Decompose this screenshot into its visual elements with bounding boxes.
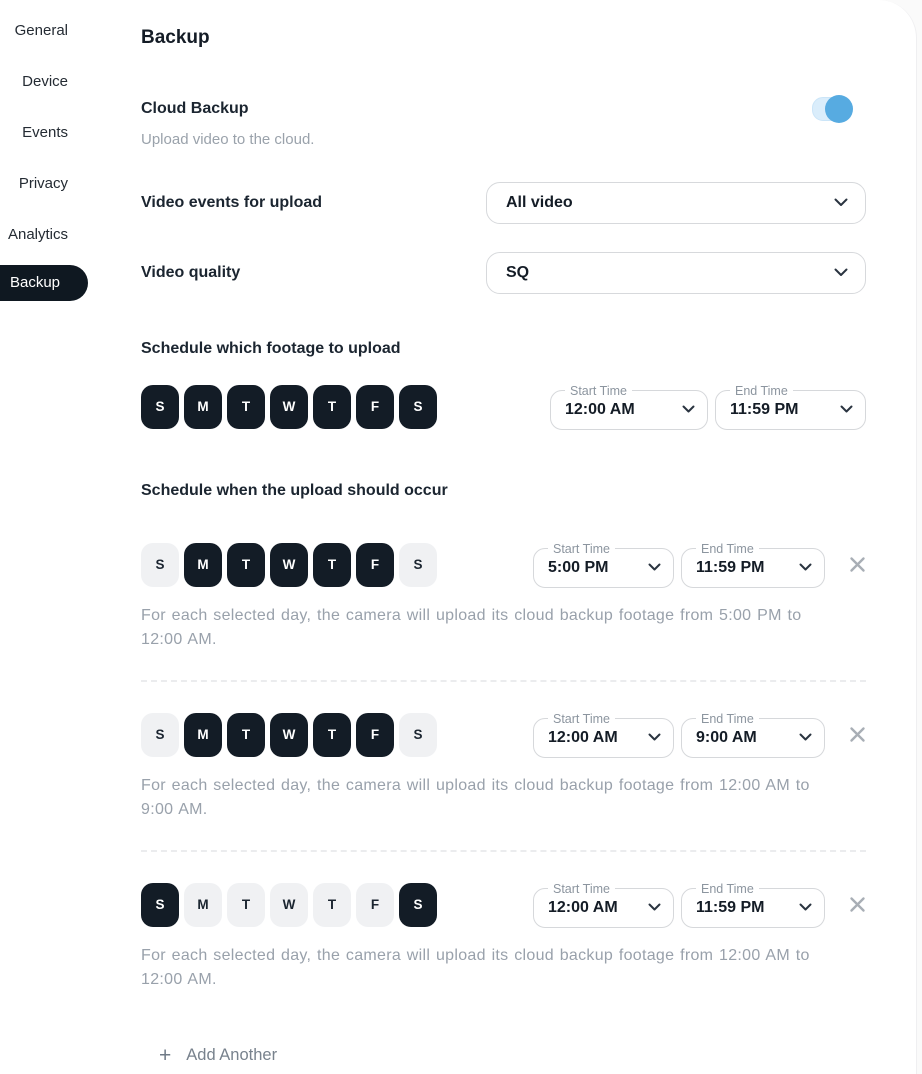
start-time-select[interactable] — [533, 882, 674, 928]
close-icon — [849, 556, 866, 573]
chevron-down-icon — [682, 405, 695, 413]
day-toggle-saturday[interactable]: S — [399, 543, 437, 587]
day-toggle-wednesday[interactable]: W — [270, 713, 308, 757]
time-range — [533, 712, 866, 758]
day-toggle-monday[interactable]: M — [184, 713, 222, 757]
video-quality-row — [141, 252, 866, 294]
start-time-label: Start Time — [570, 383, 627, 398]
chevron-down-icon — [834, 198, 848, 207]
add-another-button[interactable] — [141, 1043, 278, 1067]
time-range — [533, 882, 866, 928]
upload-schedule-item — [141, 542, 866, 652]
day-toggle-tuesday[interactable]: T — [227, 713, 265, 757]
end-time-label: End Time — [701, 881, 754, 896]
close-icon — [849, 726, 866, 743]
add-another-label: Add Another — [186, 1046, 278, 1065]
day-selector — [141, 385, 437, 429]
upload-schedule-item — [141, 712, 866, 822]
chevron-down-icon — [648, 563, 661, 571]
start-time-label: Start Time — [553, 881, 610, 896]
day-toggle-tuesday[interactable]: T — [227, 543, 265, 587]
chevron-down-icon — [834, 268, 848, 277]
day-toggle-sunday[interactable]: S — [141, 543, 179, 587]
day-toggle-wednesday[interactable]: W — [270, 883, 308, 927]
remove-schedule-button[interactable] — [849, 896, 866, 913]
end-time-select[interactable] — [681, 712, 825, 758]
end-time-label: End Time — [701, 711, 754, 726]
chevron-down-icon — [799, 903, 812, 911]
video-events-value: All video — [506, 193, 573, 211]
day-toggle-sunday[interactable]: S — [141, 883, 179, 927]
day-selector — [141, 543, 437, 587]
video-events-row — [141, 182, 866, 224]
day-toggle-monday[interactable]: M — [184, 883, 222, 927]
sidebar-item-analytics[interactable]: Analytics — [7, 226, 68, 243]
video-quality-value: SQ — [506, 263, 530, 281]
day-toggle-wednesday[interactable]: W — [270, 543, 308, 587]
sidebar-item-events[interactable]: Events — [22, 124, 68, 141]
schedule-divider — [141, 680, 866, 682]
start-time-value: 12:00 AM — [565, 400, 635, 418]
day-toggle-saturday[interactable]: S — [399, 883, 437, 927]
end-time-select[interactable] — [715, 384, 866, 430]
day-toggle-monday[interactable]: M — [184, 543, 222, 587]
chevron-down-icon — [648, 733, 661, 741]
start-time-select[interactable] — [533, 712, 674, 758]
time-range — [550, 384, 866, 430]
video-events-select[interactable] — [486, 182, 866, 224]
end-time-select[interactable] — [681, 882, 825, 928]
end-time-value: 11:59 PM — [696, 558, 765, 576]
footage-schedule-heading: Schedule which footage to upload — [141, 339, 401, 357]
upload-schedule-row — [141, 712, 866, 758]
day-toggle-wednesday[interactable]: W — [270, 385, 308, 429]
end-time-value: 9:00 AM — [696, 728, 757, 746]
schedule-description: For each selected day, the camera will upload its cloud backup footage from 12:00 AM to 12:00 AM. — [141, 946, 810, 988]
schedule-description: For each selected day, the camera will upload its cloud backup footage from 12:00 AM to 9:00 AM. — [141, 776, 810, 818]
sidebar-item-privacy[interactable]: Privacy — [18, 175, 68, 192]
end-time-value: 11:59 PM — [730, 400, 799, 418]
day-toggle-friday[interactable]: F — [356, 713, 394, 757]
day-toggle-saturday[interactable]: S — [399, 385, 437, 429]
remove-schedule-button[interactable] — [849, 556, 866, 573]
end-time-select[interactable] — [681, 542, 825, 588]
cloud-backup-description: Upload video to the cloud. — [141, 130, 315, 148]
end-time-label: End Time — [701, 541, 754, 556]
day-toggle-friday[interactable]: F — [356, 883, 394, 927]
upload-schedule-row — [141, 542, 866, 588]
chevron-down-icon — [840, 405, 853, 413]
page-title: Backup — [141, 26, 210, 48]
end-time-value: 11:59 PM — [696, 898, 765, 916]
video-quality-label: Video quality — [141, 263, 241, 281]
day-toggle-thursday[interactable]: T — [313, 385, 351, 429]
close-icon — [849, 896, 866, 913]
schedule-divider — [141, 850, 866, 852]
day-toggle-sunday[interactable]: S — [141, 385, 179, 429]
day-selector — [141, 713, 437, 757]
start-time-label: Start Time — [553, 541, 610, 556]
settings-sidebar — [0, 0, 141, 1074]
sidebar-item-backup-active[interactable]: Backup — [0, 265, 88, 301]
start-time-select[interactable] — [533, 542, 674, 588]
day-toggle-sunday[interactable]: S — [141, 713, 179, 757]
end-time-label: End Time — [735, 383, 788, 398]
time-range — [533, 542, 866, 588]
cloud-backup-row — [141, 97, 866, 121]
video-quality-select[interactable] — [486, 252, 866, 294]
day-toggle-thursday[interactable]: T — [313, 883, 351, 927]
day-selector — [141, 883, 437, 927]
schedule-description: For each selected day, the camera will upload its cloud backup footage from 5:00 PM to 12:00 AM. — [141, 606, 802, 648]
start-time-value: 12:00 AM — [548, 898, 618, 916]
start-time-select[interactable] — [550, 384, 708, 430]
chevron-down-icon — [799, 563, 812, 571]
day-toggle-friday[interactable]: F — [356, 385, 394, 429]
chevron-down-icon — [799, 733, 812, 741]
start-time-label: Start Time — [553, 711, 610, 726]
day-toggle-saturday[interactable]: S — [399, 713, 437, 757]
footage-schedule-row — [141, 384, 866, 430]
upload-schedule-heading: Schedule when the upload should occur — [141, 481, 448, 499]
chevron-down-icon — [648, 903, 661, 911]
day-toggle-thursday[interactable]: T — [313, 543, 351, 587]
cloud-backup-label: Cloud Backup — [141, 99, 249, 117]
day-toggle-friday[interactable]: F — [356, 543, 394, 587]
remove-schedule-button[interactable] — [849, 726, 866, 743]
day-toggle-monday[interactable]: M — [184, 385, 222, 429]
sidebar-item-device[interactable]: Device — [22, 73, 68, 90]
upload-schedule-item — [141, 882, 866, 992]
sidebar-item-general[interactable]: General — [14, 22, 68, 39]
video-events-label: Video events for upload — [141, 193, 323, 211]
start-time-value: 12:00 AM — [548, 728, 618, 746]
upload-schedule-row — [141, 882, 866, 928]
start-time-value: 5:00 PM — [548, 558, 609, 576]
day-toggle-tuesday[interactable]: T — [227, 883, 265, 927]
day-toggle-thursday[interactable]: T — [313, 713, 351, 757]
day-toggle-tuesday[interactable]: T — [227, 385, 265, 429]
sidebar-active-item-wrap — [0, 265, 141, 301]
toggle-knob-icon — [825, 95, 853, 123]
plus-icon: + — [159, 1043, 172, 1067]
cloud-backup-toggle[interactable] — [812, 97, 852, 121]
backup-settings-content — [141, 0, 916, 1074]
